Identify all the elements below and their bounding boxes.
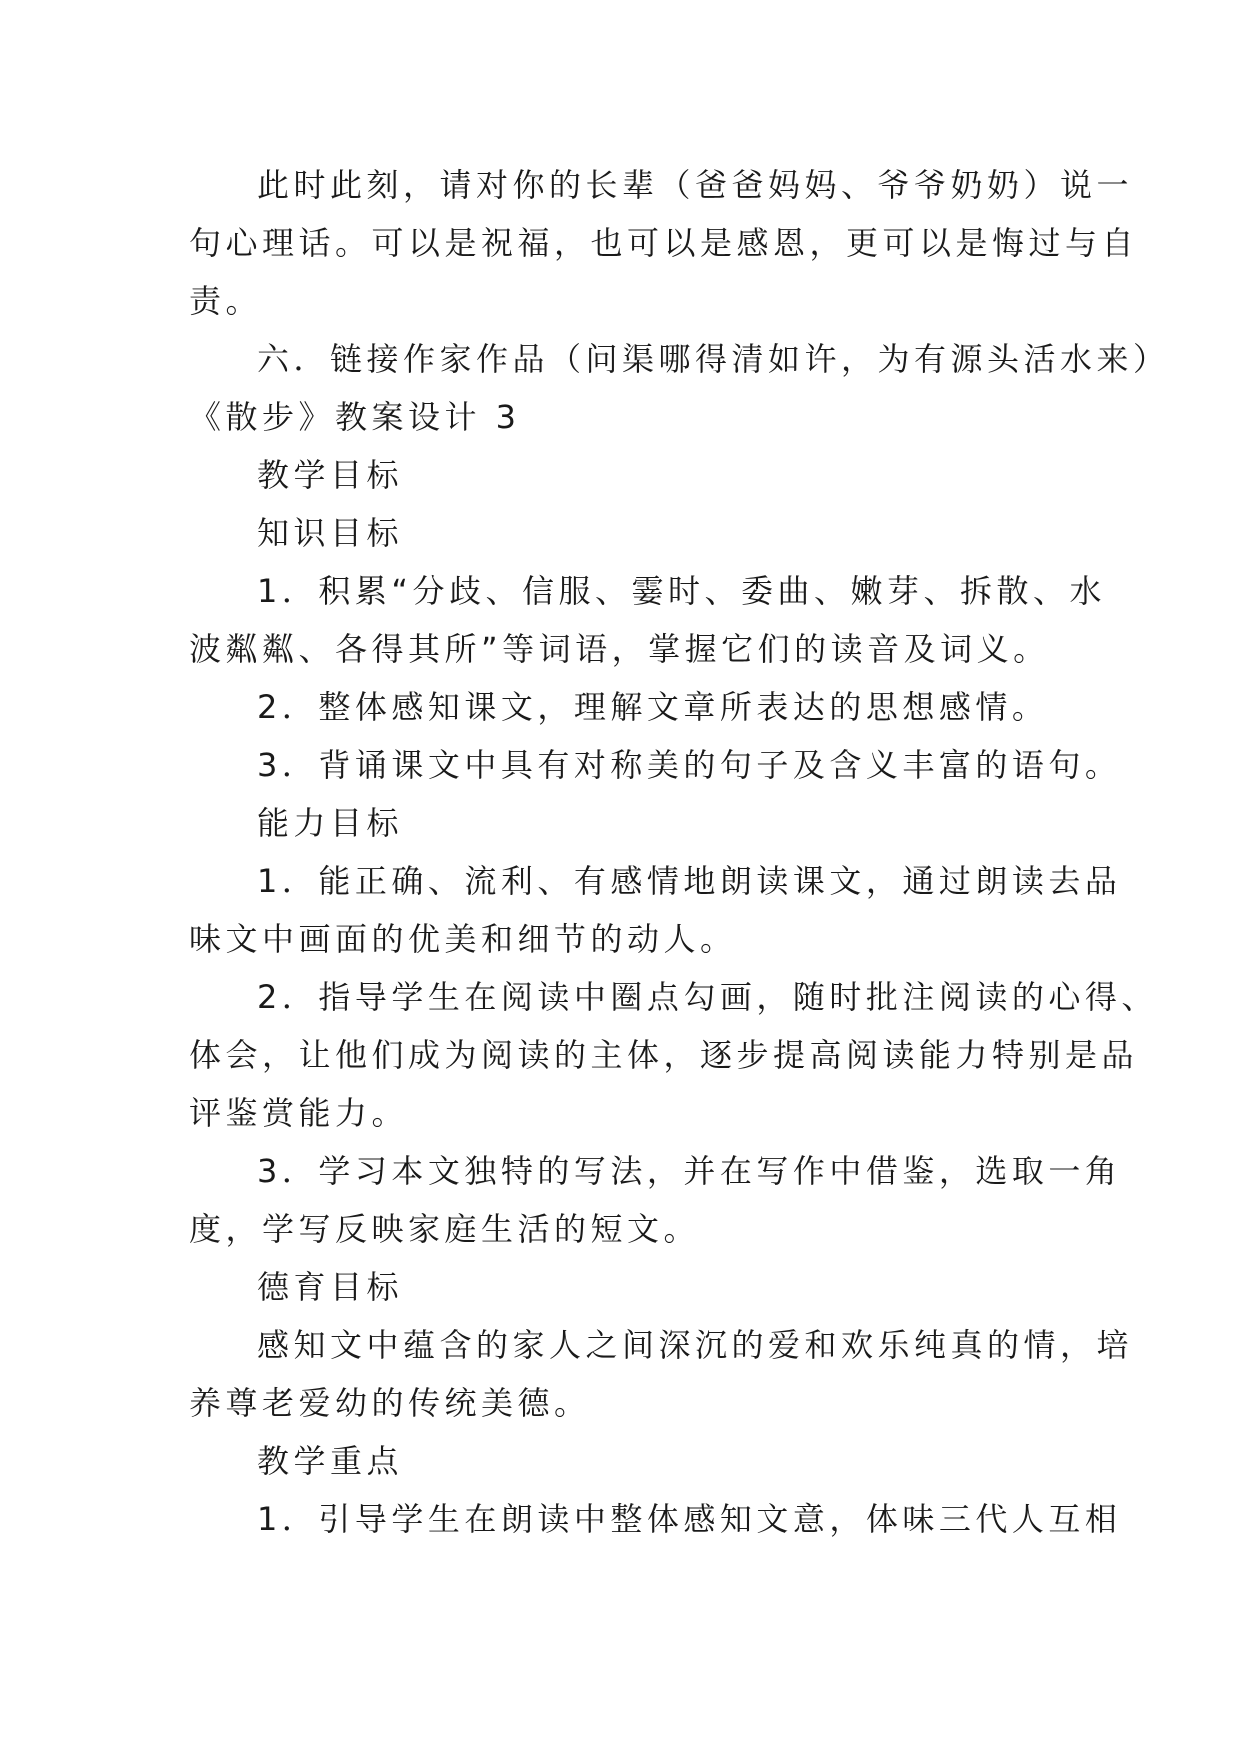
text-line: 1．积累“分歧、信服、霎时、委曲、嫩芽、拆散、水 xyxy=(257,572,1106,610)
text-line: 1．能正确、流利、有感情地朗读课文，通过朗读去品 xyxy=(257,862,1122,900)
text-line: 3．学习本文独特的写法，并在写作中借鉴，选取一角 xyxy=(257,1152,1122,1190)
text-line: 2．整体感知课文，理解文章所表达的思想感情。 xyxy=(257,688,1049,726)
document-title: 《散步》教案设计 3 xyxy=(189,398,521,436)
text-line: 2．指导学生在阅读中圈点勾画，随时批注阅读的心得、 xyxy=(257,978,1158,1016)
text-line: 责。 xyxy=(189,282,263,320)
section-heading: 教学目标 xyxy=(257,456,404,494)
section-heading: 六．链接作家作品（问渠哪得清如许，为有源头活水来） xyxy=(257,340,1170,378)
subsection-heading: 能力目标 xyxy=(257,804,404,842)
text-line: 度，学写反映家庭生活的短文。 xyxy=(189,1210,701,1248)
text-line: 体会，让他们成为阅读的主体，逐步提高阅读能力特别是品 xyxy=(189,1036,1139,1074)
text-line: 句心理话。可以是祝福，也可以是感恩，更可以是悔过与自 xyxy=(189,224,1139,262)
text-line: 养尊老爱幼的传统美德。 xyxy=(189,1384,591,1422)
text-line: 波粼粼、各得其所”等词语，掌握它们的读音及词义。 xyxy=(189,630,1050,668)
text-line: 3．背诵课文中具有对称美的句子及含义丰富的语句。 xyxy=(257,746,1122,784)
text-line: 评鉴赏能力。 xyxy=(189,1094,409,1132)
subsection-heading: 德育目标 xyxy=(257,1268,404,1306)
subsection-heading: 知识目标 xyxy=(257,514,404,552)
section-heading: 教学重点 xyxy=(257,1442,404,1480)
text-line: 味文中画面的优美和细节的动人。 xyxy=(189,920,737,958)
text-line: 此时此刻，请对你的长辈（爸爸妈妈、爷爷奶奶）说一 xyxy=(257,166,1134,204)
text-line: 1．引导学生在朗读中整体感知文意，体味三代人互相 xyxy=(257,1500,1122,1538)
text-line: 感知文中蕴含的家人之间深沉的爱和欢乐纯真的情，培 xyxy=(257,1326,1134,1364)
